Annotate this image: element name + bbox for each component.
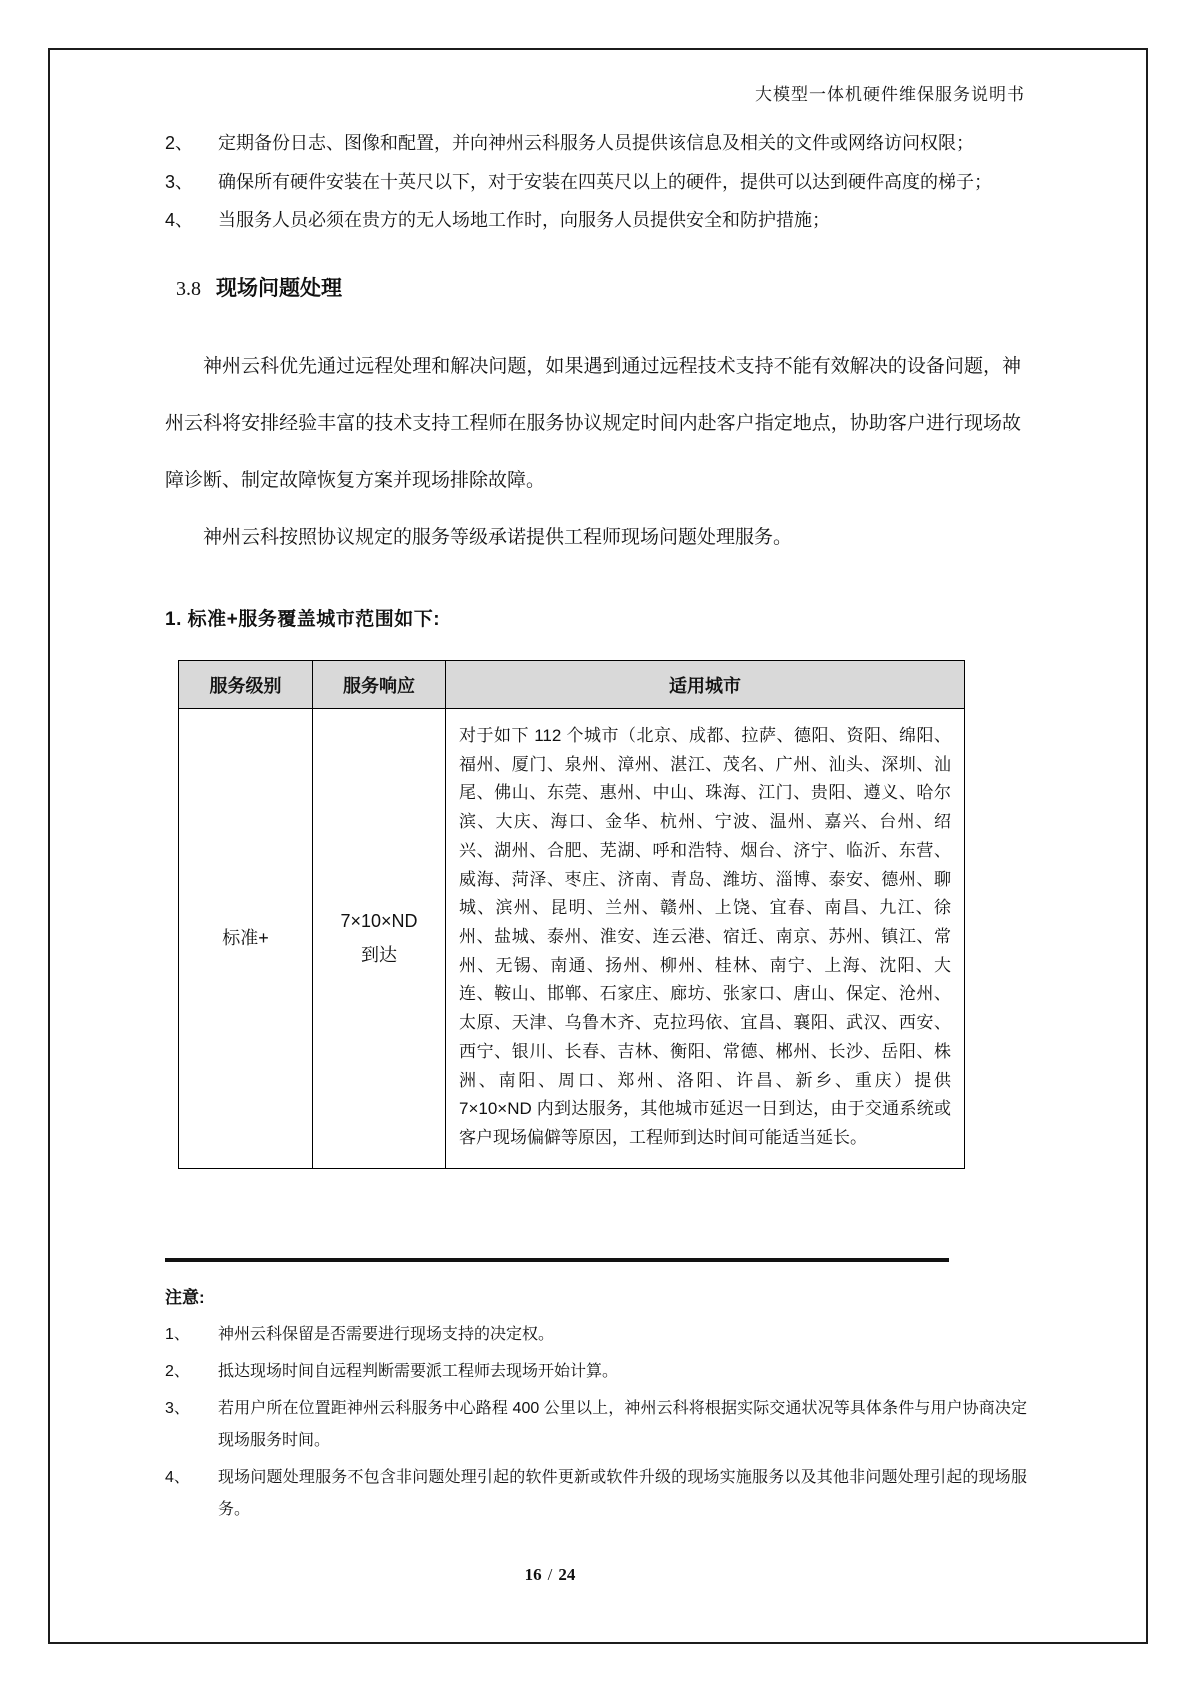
list-item bbox=[165, 208, 1027, 234]
page-number-current: 16 bbox=[524, 1565, 542, 1584]
coverage-heading: 1. 标准+服务覆盖城市范围如下: bbox=[165, 609, 441, 630]
section-title: 现场问题处理 bbox=[216, 277, 342, 300]
response-line-2: 到达 bbox=[361, 945, 397, 966]
list-item-text: 确保所有硬件安装在十英尺以下，对于安装在四英尺以上的硬件，提供可以达到硬件高度的梯子； bbox=[218, 171, 992, 192]
column-header-service-response: 服务响应 bbox=[313, 661, 446, 709]
service-coverage-table bbox=[178, 660, 965, 1169]
table-header-row bbox=[179, 661, 965, 709]
list-item-number: 3、 bbox=[165, 171, 194, 192]
page-header-title: 大模型一体机硬件维保服务说明书 bbox=[755, 85, 1025, 104]
applicable-cities-cell: 对于如下 112 个城市（北京、成都、拉萨、德阳、资阳、绵阳、福州、厦门、泉州、漳州、湛江、茂名、广州、汕头、深圳、汕尾、佛山、东莞、惠州、中山、珠海、江门、贵阳、遵义、哈尔滨、大庆、海口、金华、杭州、宁波、温州、嘉兴、台州、绍兴、湖州、合肥、芜湖、呼和浩特、烟台、济宁、临沂、东营、威海、菏泽、枣庄、济南、青岛、潍坊、淄博、泰安、德州、聊城、滨州、昆明、兰州、赣州、上饶、宜春、南昌、九江、徐州、盐城、泰州、淮安、连云港、宿迁、南京、苏州、镇江、常州、无锡、南通、扬州、柳州、桂林、南宁、上海、沈阳、大连、鞍山、邯郸、石家庄、廊坊、张家口、唐山、保定、沧州、太原、天津、乌鲁木齐、克拉玛依、宜昌、襄阳、武汉、西安、西宁、银川、长春、吉林、衡阳、常德、郴州、长沙、岳阳、株洲、南阳、周口、郑州、洛阳、许昌、新乡、重庆）提供 7×10×ND 内到达服务，其他城市延迟一日到达，由于交通系统或客户现场偏僻等原因，工程师到达时间可能适当延长。 bbox=[446, 709, 965, 1169]
notes-section bbox=[165, 1283, 1027, 1531]
service-response-cell bbox=[313, 709, 446, 1169]
note-item bbox=[165, 1319, 1027, 1351]
paragraph: 神州云科优先通过远程处理和解决问题，如果遇到通过远程技术支持不能有效解决的设备问题，神州云科将安排经验丰富的技术支持工程师在服务协议规定时间内赴客户指定地点，协助客户进行现场故障诊断、制定故障恢复方案并现场排除故障。 bbox=[165, 356, 1021, 491]
note-item-text: 抵达现场时间自远程判断需要派工程师去现场开始计算。 bbox=[218, 1363, 619, 1380]
note-item bbox=[165, 1393, 1027, 1457]
note-item-text: 若用户所在位置距神州云科服务中心路程 400 公里以上，神州云科将根据实际交通状况等具体条件与用户协商决定现场服务时间。 bbox=[218, 1400, 1027, 1449]
page-number-separator: / bbox=[547, 1565, 553, 1584]
list-item-number: 2、 bbox=[165, 133, 194, 153]
obligation-list bbox=[165, 131, 1027, 247]
horizontal-rule bbox=[165, 1258, 949, 1262]
note-item-number: 4、 bbox=[165, 1469, 190, 1486]
note-item-text: 现场问题处理服务不包含非问题处理引起的软件更新或软件升级的现场实施服务以及其他非问题处理引起的现场服务。 bbox=[218, 1469, 1027, 1518]
note-item-number: 3、 bbox=[165, 1400, 190, 1417]
list-item-number: 4、 bbox=[165, 210, 194, 231]
list-item bbox=[165, 131, 1027, 157]
paragraph: 神州云科按照协议规定的服务等级承诺提供工程师现场问题处理服务。 bbox=[203, 527, 793, 548]
note-item-number: 1、 bbox=[165, 1326, 190, 1343]
list-item-text: 定期备份日志、图像和配置，并向神州云科服务人员提供该信息及相关的文件或网络访问权限； bbox=[218, 133, 974, 153]
page-number-total: 24 bbox=[558, 1565, 576, 1584]
list-item-text: 当服务人员必须在贵方的无人场地工作时，向服务人员提供安全和防护措施； bbox=[218, 210, 830, 231]
list-item bbox=[165, 170, 1027, 196]
notes-label: 注意: bbox=[165, 1288, 205, 1307]
page-footer bbox=[0, 1565, 1100, 1585]
note-item bbox=[165, 1356, 1027, 1388]
column-header-service-level: 服务级别 bbox=[179, 661, 313, 709]
section-heading bbox=[176, 272, 342, 302]
service-level-cell: 标准+ bbox=[179, 709, 313, 1169]
note-item-number: 2、 bbox=[165, 1363, 190, 1380]
note-item-text: 神州云科保留是否需要进行现场支持的决定权。 bbox=[218, 1326, 555, 1343]
column-header-applicable-cities: 适用城市 bbox=[446, 661, 965, 709]
response-line-1: 7×10×ND bbox=[340, 911, 418, 932]
section-number: 3.8 bbox=[176, 278, 201, 300]
table-row bbox=[179, 709, 965, 1169]
note-item bbox=[165, 1462, 1027, 1526]
section-body bbox=[165, 338, 1021, 566]
